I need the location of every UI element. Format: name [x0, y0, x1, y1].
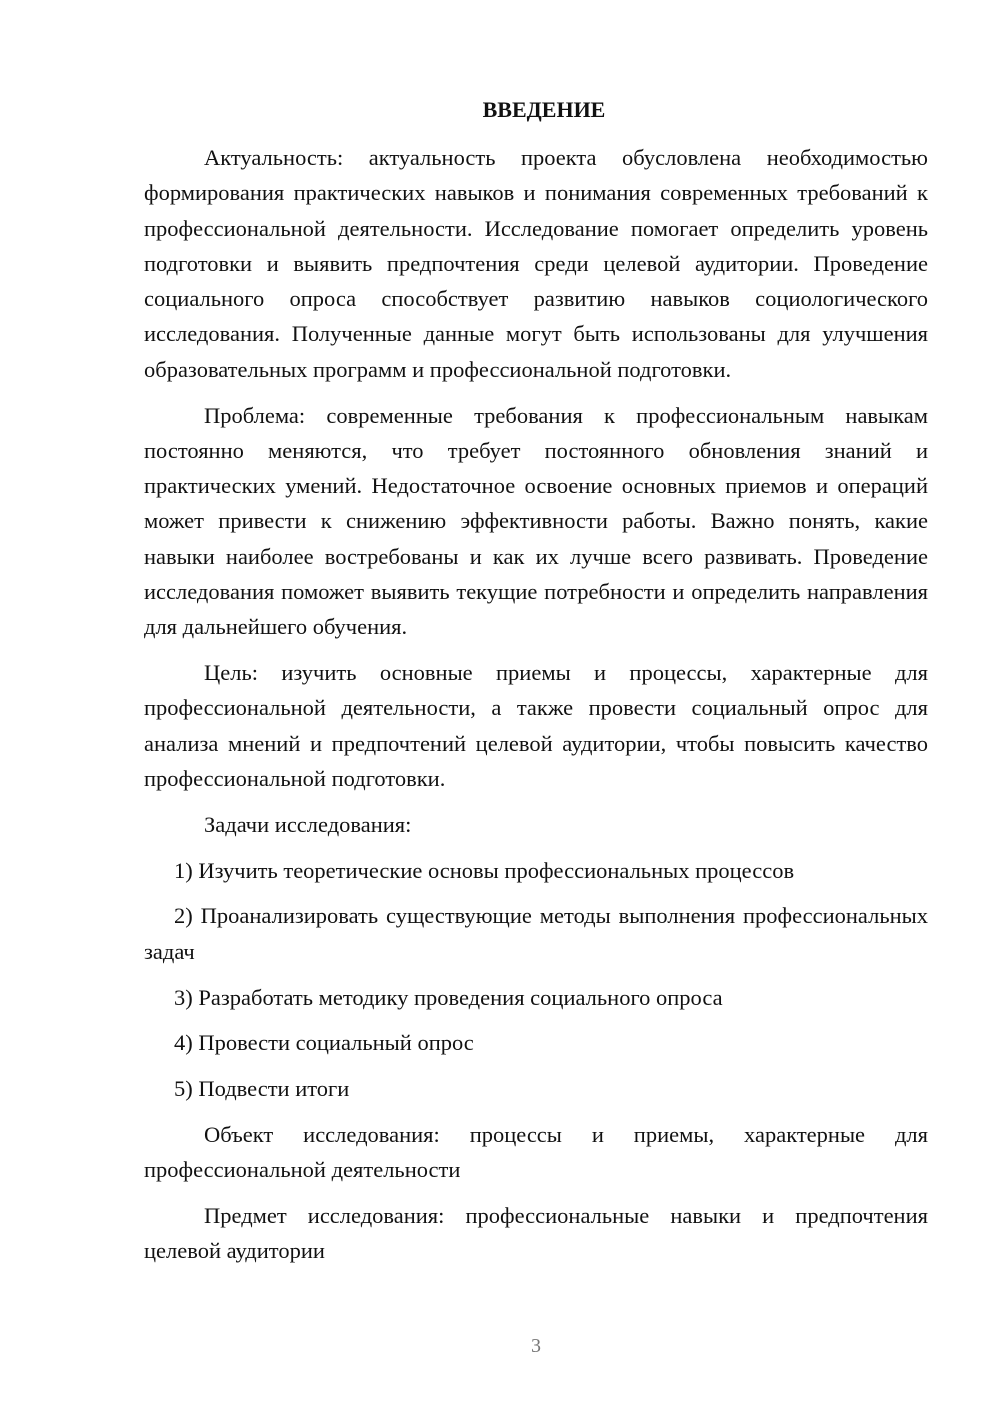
task-item-4: 4) Провести социальный опрос — [174, 1030, 474, 1056]
document-page — [144, 92, 928, 1279]
task-item-5: 5) Подвести итоги — [174, 1076, 350, 1102]
paragraph-relevance: Актуальность: актуальность проекта обусловлена необходимостью формирования практических навыков и понимания современных требований к профессиональной деятельности. Исследование помогает определить уровень подготовки и выявить предпочтения среди целевой аудитории. Проведение социального опроса способствует развитию навыков социологического исследования. Полученные данные могут быть использованы для улучшения образовательных программ и профессиональной подготовки. — [144, 145, 928, 382]
task-item-2: 2) Проанализировать существующие методы выполнения профессиональных задач — [144, 903, 928, 964]
task-item-1: 1) Изучить теоретические основы профессиональных процессов — [174, 857, 795, 883]
page-number: 3 — [531, 1335, 541, 1357]
section-title: ВВЕДЕНИЕ — [482, 97, 606, 122]
paragraph-object: Объект исследования: процессы и приемы, характерные для профессиональной деятельности — [144, 1121, 928, 1183]
paragraph-tasks-heading: Задачи исследования: — [204, 811, 412, 837]
paragraph-problem: Проблема: современные требования к профессиональным навыкам постоянно меняются, что требует постоянного обновления знаний и практических умений. Недостаточное освоение основных приемов и операций может привести к снижению эффективности работы. Важно понять, какие навыки наиболее востребованы и как их лучше всего развивать. Проведение исследования поможет выявить текущие потребности и определить направления для дальнейшего обучения. — [144, 402, 928, 640]
task-item-3: 3) Разработать методику проведения социального опроса — [174, 984, 723, 1010]
paragraph-goal: Цель: изучить основные приемы и процессы, характерные для профессиональной деятельности, а также провести социальный опрос для анализа мнений и предпочтений целевой аудитории, чтобы повысить качество профессиональной подготовки. — [144, 660, 928, 792]
paragraph-subject: Предмет исследования: профессиональные навыки и предпочтения целевой аудитории — [144, 1203, 928, 1264]
